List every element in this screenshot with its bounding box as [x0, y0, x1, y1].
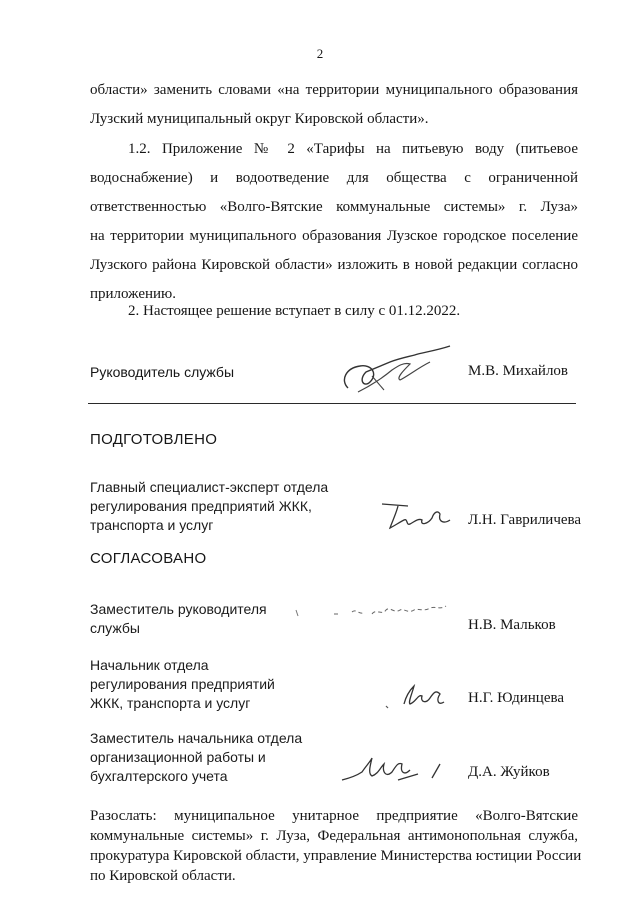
role-line: регулирования предприятий — [90, 676, 275, 692]
distribution-line: прокуратура Кировской области, управление Министерства юстиции России — [90, 848, 582, 864]
paragraph-line: 1.2. Приложение № 2 «Тарифы на питьевую воду (питьевое — [128, 141, 578, 157]
signer-2-signature-image — [380, 680, 460, 712]
role-line: ЖКК, транспорта и услуг — [90, 695, 251, 711]
head-role: Руководитель службы — [90, 364, 235, 380]
head-signature-image — [300, 340, 480, 400]
distribution-line: по Кировской области. — [90, 868, 236, 884]
distribution-line: коммунальные системы» г. Луза, Федеральная антимонопольная служба, — [90, 828, 578, 844]
signer-2-name: Н.Г. Юдинцева — [468, 690, 565, 706]
distribution-line: Разослать: муниципальное унитарное предприятие «Волго-Вятские — [90, 808, 578, 824]
paragraph-line: водоснабжение) и водоотведение для общества с ограниченной — [90, 170, 578, 186]
separator-rule — [88, 403, 576, 404]
role-line: организационной работы и — [90, 749, 266, 765]
role-line: Заместитель руководителя — [90, 601, 267, 617]
prepared-role — [90, 478, 350, 535]
agreed-heading: СОГЛАСОВАНО — [90, 550, 207, 567]
paragraph-2: 2. Настоящее решение вступает в силу с 01.12.2022. — [128, 303, 461, 319]
signer-3-name: Д.А. Жуйков — [468, 764, 550, 780]
paragraph-line: на территории муниципального образования Лузское городское поселение — [90, 228, 578, 244]
role-line: Начальник отдела — [90, 657, 209, 673]
paragraph-line: Лузского района Кировской области» изложить в новой редакции согласно — [90, 257, 578, 273]
prepared-name: Л.Н. Гавриличева — [468, 512, 582, 528]
prepared-signature-image — [378, 498, 468, 538]
page-number: 2 — [316, 46, 324, 61]
role-line: бухгалтерского учета — [90, 768, 228, 784]
head-name: М.В. Михайлов — [468, 363, 569, 379]
signer-2-role — [90, 656, 350, 713]
role-line: транспорта и услуг — [90, 517, 214, 533]
signer-3-signature-image — [336, 752, 456, 788]
paragraph-line: приложению. — [90, 286, 177, 302]
signer-1-signature-image — [290, 596, 460, 626]
paragraph-line: Лузский муниципальный округ Кировской области». — [90, 111, 429, 127]
paragraph-line: области» заменить словами «на территории муниципального образования — [90, 82, 578, 98]
role-line: Заместитель начальника отдела — [90, 730, 303, 746]
signer-3-role — [90, 729, 350, 786]
signer-1-name: Н.В. Мальков — [468, 617, 556, 633]
prepared-heading: ПОДГОТОВЛЕНО — [90, 431, 218, 448]
paragraph-line: ответственностью «Волго-Вятские коммунальные системы» г. Луза» — [90, 199, 578, 215]
role-line: Главный специалист-эксперт отдела — [90, 479, 329, 495]
role-line: регулирования предприятий ЖКК, — [90, 498, 312, 514]
role-line: службы — [90, 620, 140, 636]
